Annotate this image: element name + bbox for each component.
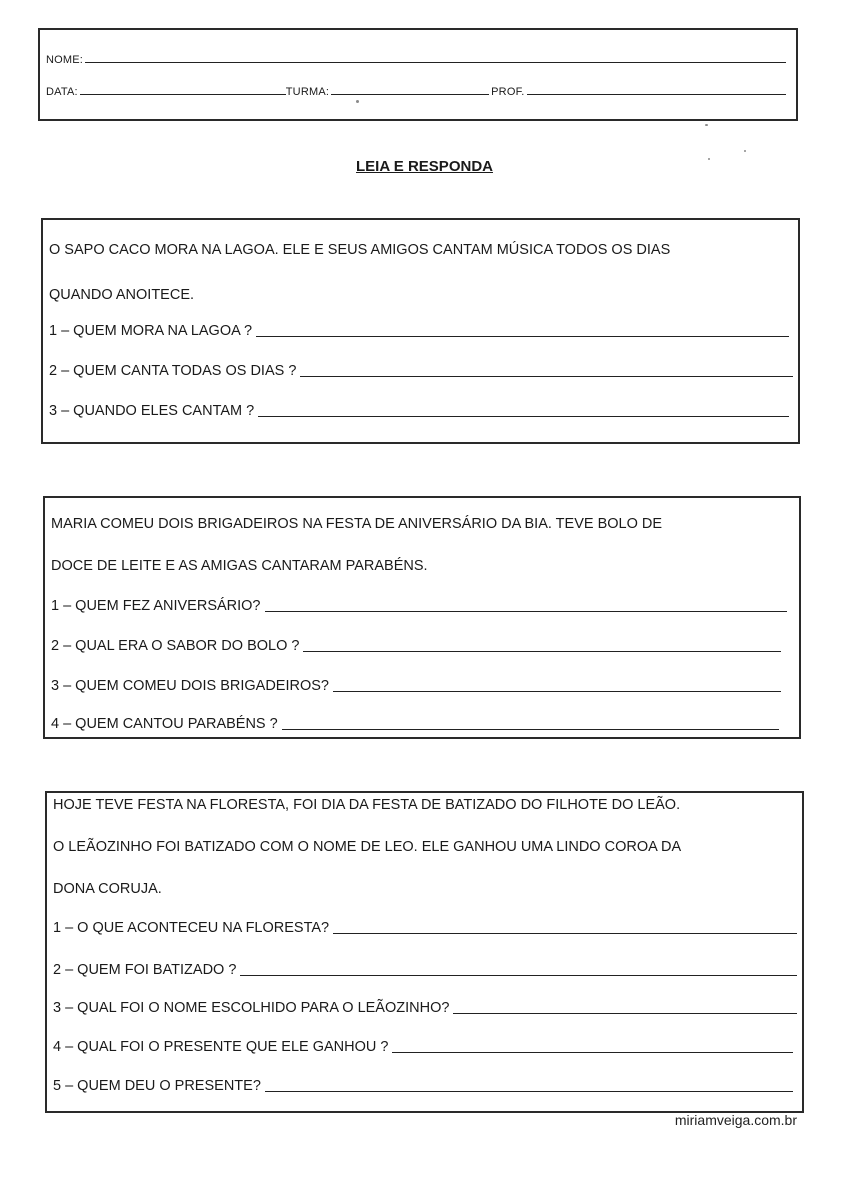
data-turma-prof-row — [46, 84, 786, 98]
question-row — [51, 677, 781, 694]
question-row — [53, 1077, 793, 1094]
question-row — [53, 999, 797, 1016]
turma-label: TURMA: — [285, 86, 330, 98]
data-field[interactable] — [80, 84, 286, 95]
answer-line[interactable] — [240, 961, 797, 976]
question-row — [53, 1038, 793, 1055]
question-text: 3 – QUANDO ELES CANTAM ? — [49, 403, 255, 419]
scan-speck — [705, 124, 708, 126]
question-text: 5 – QUEM DEU O PRESENTE? — [53, 1078, 261, 1094]
data-label: DATA: — [46, 86, 78, 98]
answer-line[interactable] — [265, 1077, 793, 1092]
answer-line[interactable] — [265, 597, 788, 612]
question-row — [51, 715, 779, 732]
reading-section-1 — [41, 218, 800, 444]
nome-label: NOME: — [46, 54, 84, 66]
student-info-box — [38, 28, 798, 121]
answer-line[interactable] — [256, 322, 789, 337]
answer-line[interactable] — [333, 677, 781, 692]
nome-row — [46, 52, 786, 66]
scan-speck — [356, 100, 359, 103]
answer-line[interactable] — [303, 637, 781, 652]
question-row — [49, 322, 789, 339]
section-text-line: QUANDO ANOITECE. — [49, 287, 195, 303]
answer-line[interactable] — [258, 402, 789, 417]
turma-field[interactable] — [331, 84, 489, 95]
section-text-line: DONA CORUJA. — [53, 881, 162, 897]
answer-line[interactable] — [453, 999, 797, 1014]
section-text-line: O LEÃOZINHO FOI BATIZADO COM O NOME DE LEO. ELE GANHOU UMA LINDO COROA DA — [53, 839, 682, 855]
question-text: 1 – QUEM FEZ ANIVERSÁRIO? — [51, 598, 261, 614]
question-row — [51, 597, 787, 614]
question-row — [53, 919, 797, 936]
question-text: 2 – QUAL ERA O SABOR DO BOLO ? — [51, 638, 300, 654]
section-text-line: MARIA COMEU DOIS BRIGADEIROS NA FESTA DE ANIVERSÁRIO DA BIA. TEVE BOLO DE — [51, 516, 663, 532]
question-text: 3 – QUAL FOI O NOME ESCOLHIDO PARA O LEÃOZINHO? — [53, 1000, 450, 1016]
section-text-line: DOCE DE LEITE E AS AMIGAS CANTARAM PARABÉNS. — [51, 558, 428, 574]
section-text-line: HOJE TEVE FESTA NA FLORESTA, FOI DIA DA FESTA DE BATIZADO DO FILHOTE DO LEÃO. — [53, 797, 681, 813]
question-text: 3 – QUEM COMEU DOIS BRIGADEIROS? — [51, 678, 329, 694]
page-title: LEIA E RESPONDA — [356, 158, 493, 175]
question-text: 4 – QUAL FOI O PRESENTE QUE ELE GANHOU ? — [53, 1039, 389, 1055]
answer-line[interactable] — [392, 1038, 793, 1053]
question-row — [51, 637, 781, 654]
prof-field[interactable] — [527, 84, 786, 95]
question-text: 2 – QUEM CANTA TODAS OS DIAS ? — [49, 363, 297, 379]
footer-website: miriamveiga.com.br — [674, 1112, 797, 1128]
question-row — [49, 402, 789, 419]
reading-section-2 — [43, 496, 801, 739]
answer-line[interactable] — [300, 362, 793, 377]
scan-speck — [744, 150, 746, 152]
answer-line[interactable] — [282, 715, 779, 730]
question-text: 4 – QUEM CANTOU PARABÉNS ? — [51, 716, 278, 732]
question-text: 2 – QUEM FOI BATIZADO ? — [53, 962, 237, 978]
question-text: 1 – QUEM MORA NA LAGOA ? — [49, 323, 253, 339]
question-row — [49, 362, 793, 379]
answer-line[interactable] — [333, 919, 797, 934]
question-text: 1 – O QUE ACONTECEU NA FLORESTA? — [53, 920, 330, 936]
section-text-line: O SAPO CACO MORA NA LAGOA. ELE E SEUS AMIGOS CANTAM MÚSICA TODOS OS DIAS — [49, 242, 671, 258]
question-row — [53, 961, 797, 978]
prof-label: PROF. — [491, 86, 525, 98]
reading-section-3 — [45, 791, 804, 1113]
nome-field[interactable] — [85, 52, 786, 63]
